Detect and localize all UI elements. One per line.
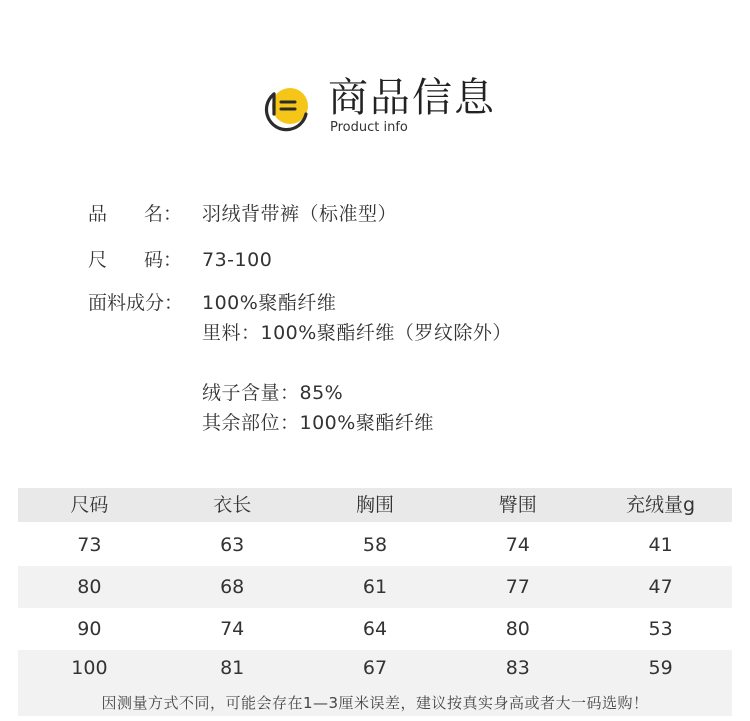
table-cell: 41 (648, 534, 673, 556)
fabric-label: 面料成分： (88, 292, 184, 314)
table-header-row (18, 488, 732, 522)
name-value: 羽绒背带裤（标准型） (202, 203, 398, 225)
size-table (18, 488, 732, 716)
fabric-line-4: 其余部位：100%聚酯纤维 (202, 412, 434, 434)
table-cell: 63 (220, 534, 245, 556)
name-label-a: 品 (88, 203, 108, 225)
table-header-cell: 尺码 (70, 494, 109, 516)
table-header-cell: 胸围 (355, 494, 394, 516)
table-row (18, 608, 732, 650)
name-label-b: 名： (144, 203, 183, 225)
measurement-note: 因测量方式不同，可能会存在1—3厘米误差，建议按真实身高或者大一码选购！ (101, 694, 649, 712)
size-label (88, 246, 192, 274)
size-label-a: 尺 (88, 249, 108, 271)
table-cell: 61 (362, 576, 388, 598)
table-cell: 74 (505, 534, 530, 556)
fabric-line-1: 100%聚酯纤维 (202, 292, 337, 314)
page-subtitle: Product info (330, 120, 408, 135)
table-cell: 64 (362, 618, 388, 640)
table-row (18, 566, 732, 608)
fabric-line-3: 绒子含量：85% (202, 382, 344, 404)
table-cell: 68 (220, 576, 245, 598)
table-cell: 53 (648, 618, 673, 640)
table-cell: 58 (362, 534, 388, 556)
table-cell: 59 (648, 657, 673, 679)
fabric-line-2: 里料：100%聚酯纤维（罗纹除外） (202, 322, 512, 344)
table-cell: 77 (505, 576, 530, 598)
table-cell: 81 (220, 657, 245, 679)
table-row (18, 524, 732, 566)
table-header-cell: 臀围 (498, 494, 537, 516)
table-cell: 80 (505, 618, 530, 640)
table-cell: 100 (71, 657, 108, 679)
table-cell: 83 (505, 657, 530, 679)
table-header-cell: 充绒量g (626, 494, 696, 516)
table-header-cell: 衣长 (213, 494, 252, 516)
size-label-b: 码： (144, 249, 183, 271)
name-label (88, 200, 192, 228)
table-cell: 80 (77, 576, 102, 598)
table-cell: 90 (77, 618, 102, 640)
table-cell: 74 (220, 618, 245, 640)
section-header (0, 0, 750, 150)
page-title: 商品信息 (328, 75, 496, 121)
table-cell: 73 (77, 534, 102, 556)
document-lines-icon (264, 84, 312, 132)
table-cell: 67 (362, 657, 388, 679)
size-value: 73-100 (202, 249, 273, 271)
table-cell: 47 (648, 576, 673, 598)
